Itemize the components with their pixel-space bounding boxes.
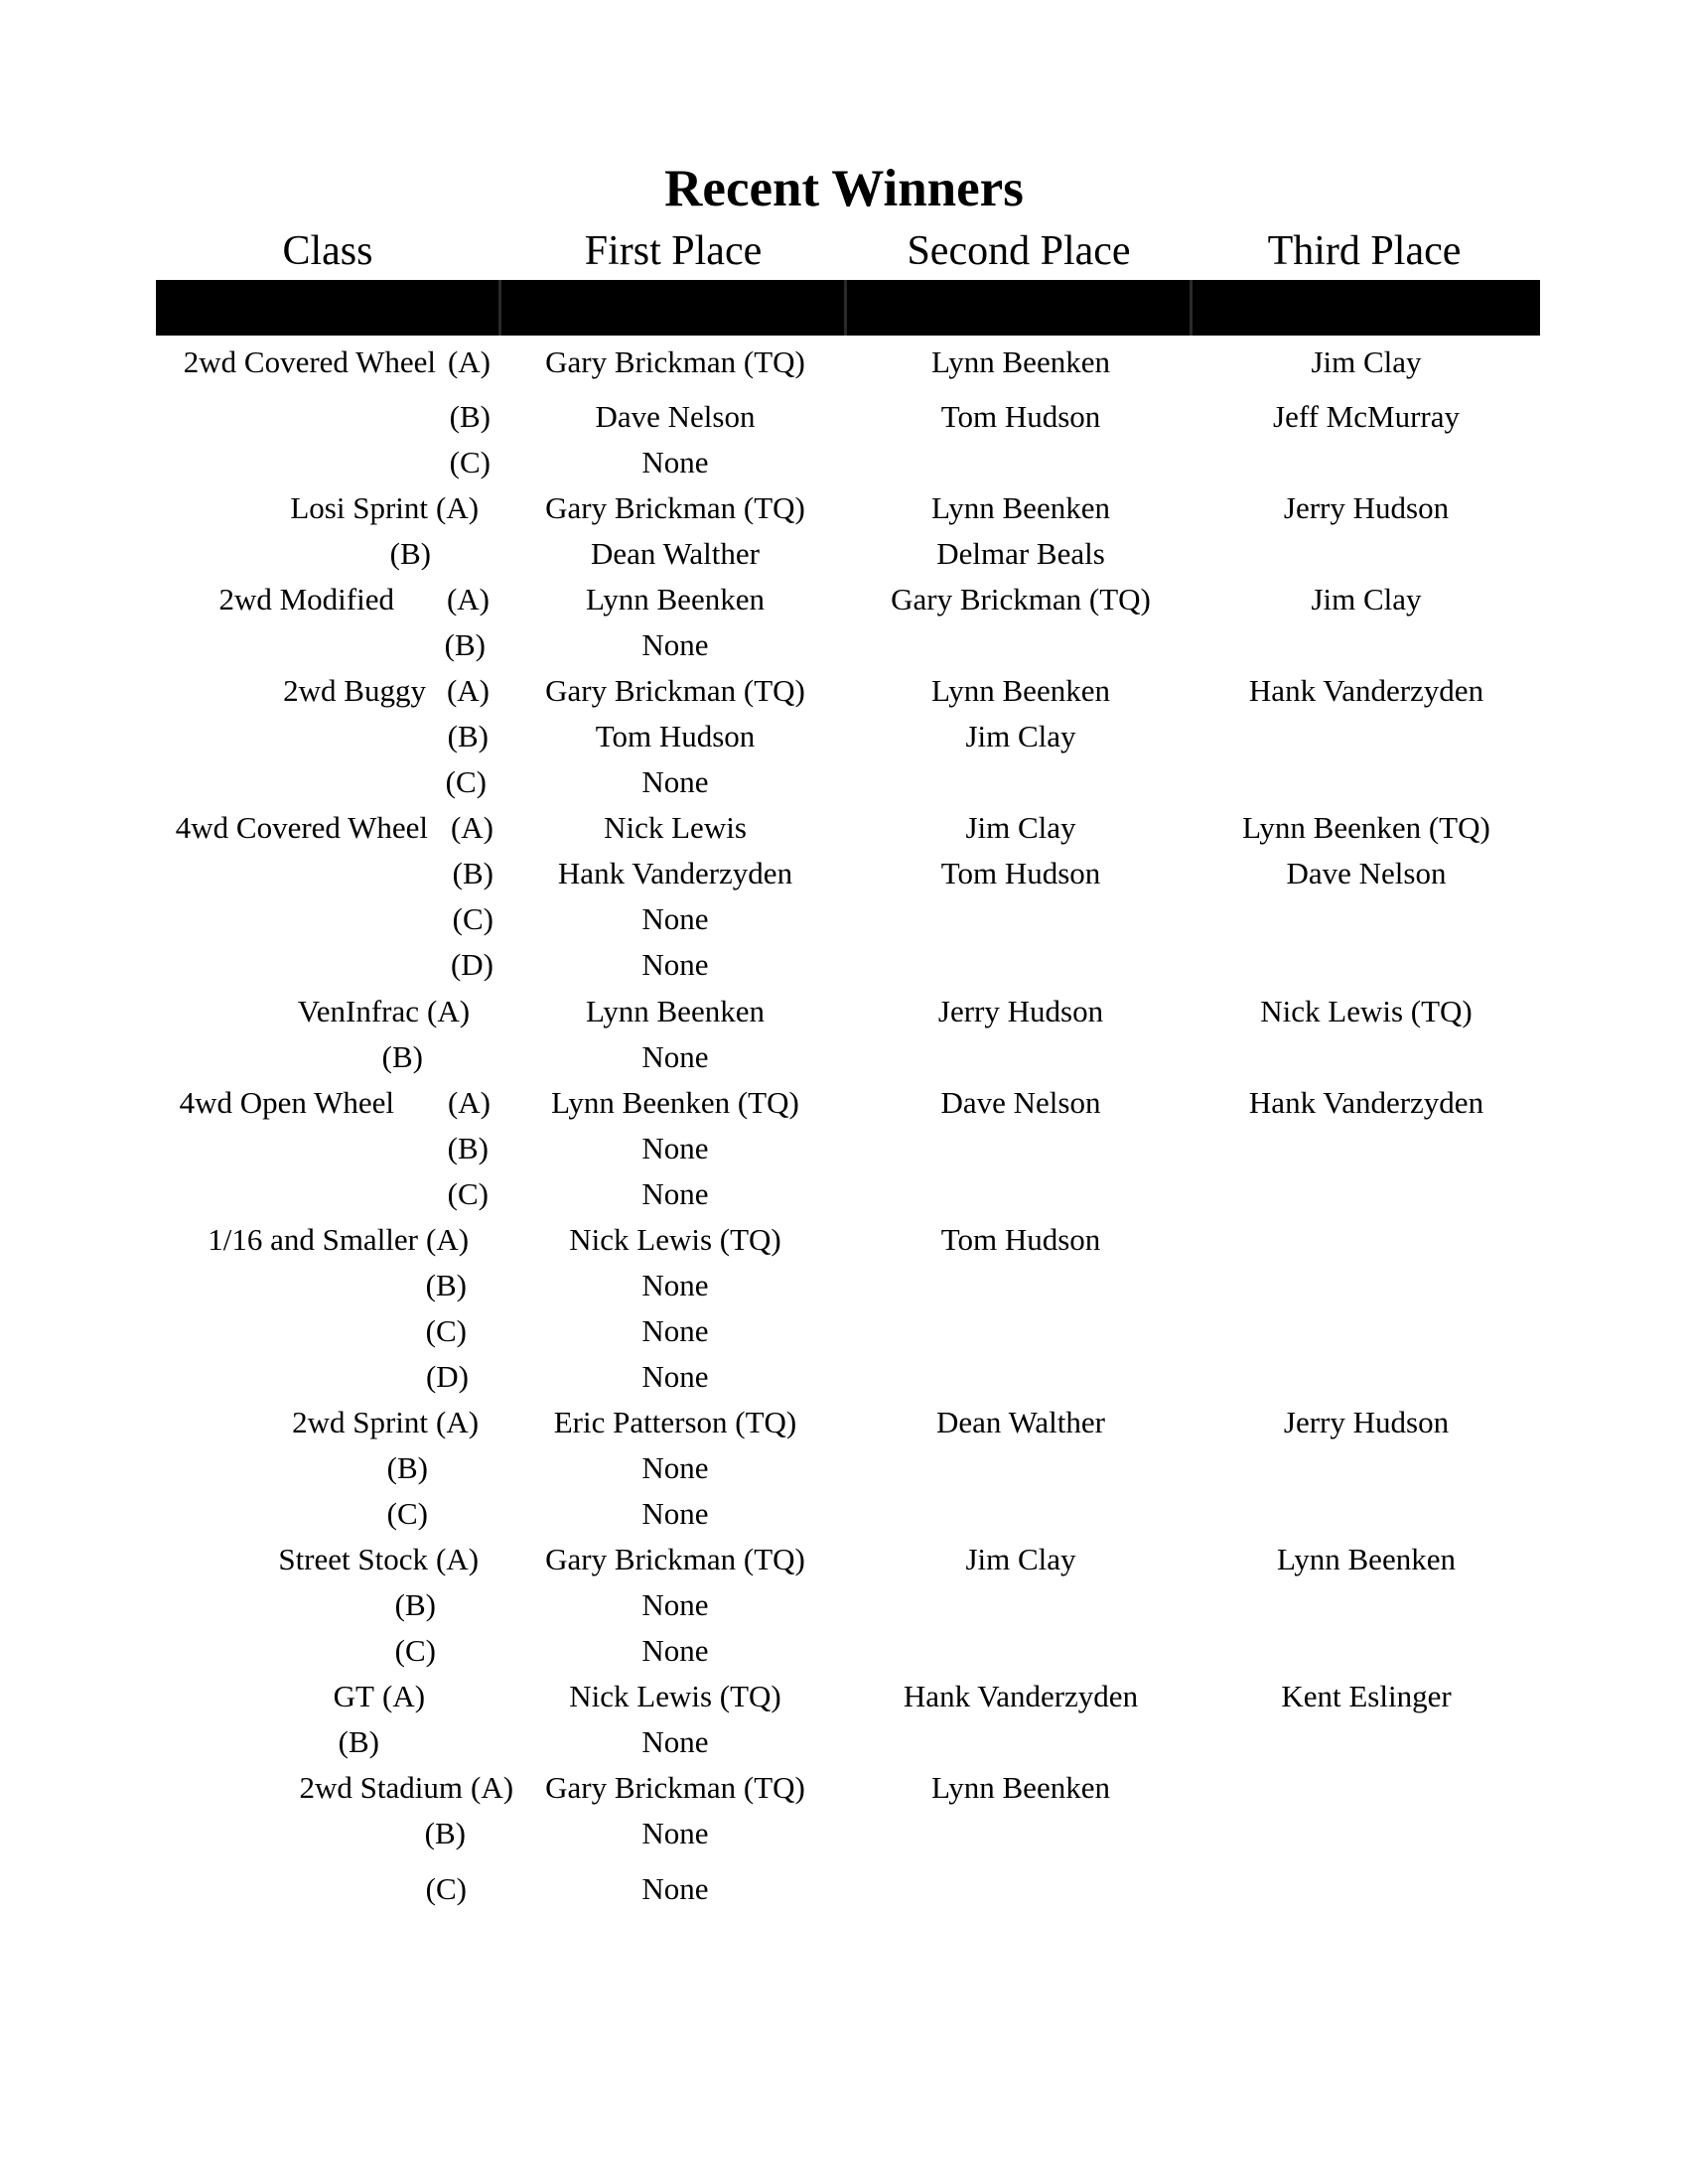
class-sub-label: (B) <box>389 536 431 571</box>
second-place-cell: Lynn Beenken <box>931 673 1110 708</box>
class-sub-label: (B) <box>449 399 491 434</box>
second-place-cell: Hank Vanderzyden <box>903 1679 1139 1713</box>
table-row <box>0 1217 1688 1263</box>
second-place-cell: Lynn Beenken <box>931 344 1110 379</box>
second-place-cell: Jim Clay <box>965 810 1076 845</box>
class-sub-label: (A) <box>447 1085 491 1120</box>
third-place-cell: Dave Nelson <box>1286 856 1447 890</box>
class-sub-label: (A) <box>427 994 471 1028</box>
third-place-cell: Hank Vanderzyden <box>1248 1085 1484 1120</box>
table-row <box>0 1171 1688 1217</box>
third-place-cell: Lynn Beenken <box>1277 1542 1456 1576</box>
first-place-cell: Dave Nelson <box>595 399 756 434</box>
class-name: VenInfrac <box>297 994 419 1028</box>
table-row <box>0 1354 1688 1400</box>
class-name: 2wd Modified <box>218 582 394 616</box>
class-sub-label: (D) <box>450 947 493 982</box>
table-row <box>0 1126 1688 1171</box>
table-row <box>0 668 1688 714</box>
class-sub-label: (C) <box>394 1633 436 1668</box>
table-row <box>0 1034 1688 1080</box>
class-sub-label: (B) <box>452 856 493 890</box>
table-row <box>0 805 1688 851</box>
table-row <box>0 942 1688 988</box>
table-row <box>0 1719 1688 1765</box>
second-place-cell: Lynn Beenken <box>931 490 1110 525</box>
third-place-cell: Jerry Hudson <box>1283 1405 1450 1439</box>
first-place-cell: None <box>641 947 709 982</box>
table-row <box>0 622 1688 668</box>
class-sub-label: (B) <box>386 1450 428 1485</box>
header-third-place: Third Place <box>1267 228 1462 274</box>
class-name: Losi Sprint <box>290 490 428 525</box>
class-name: 2wd Sprint <box>292 1405 428 1439</box>
table-row <box>0 1400 1688 1445</box>
first-place-cell: None <box>641 1450 709 1485</box>
class-name: 2wd Buggy <box>283 673 426 708</box>
table-row <box>0 1811 1688 1856</box>
class-name: 2wd Covered Wheel <box>183 344 436 379</box>
class-name: 2wd Stadium <box>299 1770 463 1805</box>
table-row <box>0 1537 1688 1582</box>
first-place-cell: Gary Brickman (TQ) <box>545 490 805 525</box>
third-place-cell: Jerry Hudson <box>1283 490 1450 525</box>
second-place-cell: Gary Brickman (TQ) <box>891 582 1151 616</box>
first-place-cell: None <box>641 1313 709 1348</box>
table-row <box>0 340 1688 385</box>
table-row <box>0 714 1688 759</box>
class-name: 4wd Covered Wheel <box>175 810 428 845</box>
page-title: Recent Winners <box>664 160 1024 217</box>
class-sub-label: (A) <box>382 1679 426 1713</box>
first-place-cell: None <box>641 1724 709 1759</box>
class-sub-label: (B) <box>447 719 489 753</box>
class-sub-label: (A) <box>471 1770 514 1805</box>
first-place-cell: None <box>641 1816 709 1850</box>
class-name: GT <box>333 1679 374 1713</box>
third-place-cell: Jim Clay <box>1311 582 1422 616</box>
table-row <box>0 851 1688 896</box>
first-place-cell: None <box>641 1176 709 1211</box>
first-place-cell: Gary Brickman (TQ) <box>545 344 805 379</box>
header-second-place: Second Place <box>907 228 1131 274</box>
first-place-cell: Lynn Beenken <box>586 582 765 616</box>
table-row <box>0 1080 1688 1126</box>
table-row <box>0 1866 1688 1912</box>
table-row <box>0 1765 1688 1811</box>
table-row <box>0 1582 1688 1628</box>
first-place-cell: Nick Lewis (TQ) <box>569 1679 781 1713</box>
first-place-cell: Hank Vanderzyden <box>557 856 793 890</box>
first-place-cell: None <box>641 1131 709 1165</box>
table-row <box>0 1674 1688 1719</box>
table-row <box>0 485 1688 531</box>
first-place-cell: None <box>641 1268 709 1302</box>
table-row <box>0 1445 1688 1491</box>
first-place-cell: Lynn Beenken (TQ) <box>551 1085 799 1120</box>
class-sub-label: (B) <box>424 1816 466 1850</box>
first-place-cell: Dean Walther <box>591 536 760 571</box>
first-place-cell: None <box>641 764 709 799</box>
first-place-cell: Eric Patterson (TQ) <box>553 1405 797 1439</box>
second-place-cell: Jerry Hudson <box>937 994 1104 1028</box>
first-place-cell: None <box>641 901 709 936</box>
class-sub-label: (A) <box>446 673 490 708</box>
class-sub-label: (C) <box>425 1871 467 1906</box>
table-row <box>0 989 1688 1034</box>
class-sub-label: (C) <box>449 445 491 479</box>
class-sub-label: (A) <box>436 1542 480 1576</box>
first-place-cell: None <box>641 1496 709 1531</box>
class-sub-label: (A) <box>447 344 491 379</box>
class-sub-label: (C) <box>386 1496 428 1531</box>
table-row <box>0 577 1688 622</box>
class-sub-label: (A) <box>436 490 480 525</box>
table-row <box>0 1628 1688 1674</box>
class-sub-label: (B) <box>381 1039 423 1074</box>
second-place-cell: Dean Walther <box>936 1405 1105 1439</box>
class-sub-label: (C) <box>452 901 493 936</box>
table-row <box>0 896 1688 942</box>
table-row <box>0 1263 1688 1308</box>
second-place-cell: Tom Hudson <box>940 856 1101 890</box>
first-place-cell: Tom Hudson <box>595 719 756 753</box>
third-place-cell: Nick Lewis (TQ) <box>1260 994 1473 1028</box>
class-sub-label: (A) <box>426 1222 470 1257</box>
second-place-cell: Delmar Beals <box>936 536 1105 571</box>
second-place-cell: Lynn Beenken <box>931 1770 1110 1805</box>
first-place-cell: None <box>641 627 709 662</box>
second-place-cell: Dave Nelson <box>940 1085 1101 1120</box>
third-place-cell: Kent Eslinger <box>1281 1679 1452 1713</box>
first-place-cell: None <box>641 1871 709 1906</box>
table-row <box>0 1491 1688 1537</box>
class-sub-label: (B) <box>338 1724 379 1759</box>
third-place-cell: Hank Vanderzyden <box>1248 673 1484 708</box>
class-sub-label: (A) <box>436 1405 480 1439</box>
first-place-cell: Nick Lewis <box>604 810 747 845</box>
third-place-cell: Jim Clay <box>1311 344 1422 379</box>
class-sub-label: (B) <box>444 627 486 662</box>
first-place-cell: None <box>641 445 709 479</box>
class-sub-label: (A) <box>450 810 493 845</box>
second-place-cell: Jim Clay <box>965 719 1076 753</box>
table-row <box>0 531 1688 577</box>
first-place-cell: Gary Brickman (TQ) <box>545 1542 805 1576</box>
first-place-cell: Gary Brickman (TQ) <box>545 673 805 708</box>
table-row <box>0 1308 1688 1354</box>
class-sub-label: (A) <box>446 582 490 616</box>
second-place-cell: Jim Clay <box>965 1542 1076 1576</box>
table-row <box>0 759 1688 805</box>
class-sub-label: (D) <box>425 1359 469 1394</box>
third-place-cell: Jeff McMurray <box>1273 399 1460 434</box>
third-place-cell: Lynn Beenken (TQ) <box>1242 810 1490 845</box>
header-class: Class <box>282 228 373 274</box>
first-place-cell: None <box>641 1633 709 1668</box>
first-place-cell: Nick Lewis (TQ) <box>569 1222 781 1257</box>
class-name: Street Stock <box>278 1542 428 1576</box>
first-place-cell: Lynn Beenken <box>586 994 765 1028</box>
first-place-cell: Gary Brickman (TQ) <box>545 1770 805 1805</box>
class-sub-label: (C) <box>425 1313 467 1348</box>
table-row <box>0 440 1688 485</box>
class-sub-label: (B) <box>447 1131 489 1165</box>
first-place-cell: None <box>641 1039 709 1074</box>
second-place-cell: Tom Hudson <box>940 1222 1101 1257</box>
table-row <box>0 394 1688 440</box>
first-place-cell: None <box>641 1359 709 1394</box>
header-first-place: First Place <box>584 228 763 274</box>
class-sub-label: (B) <box>425 1268 467 1302</box>
first-place-cell: None <box>641 1587 709 1622</box>
class-sub-label: (B) <box>394 1587 436 1622</box>
class-sub-label: (C) <box>445 764 487 799</box>
second-place-cell: Tom Hudson <box>940 399 1101 434</box>
class-sub-label: (C) <box>447 1176 489 1211</box>
class-name: 1/16 and Smaller <box>208 1222 418 1257</box>
class-name: 4wd Open Wheel <box>179 1085 394 1120</box>
